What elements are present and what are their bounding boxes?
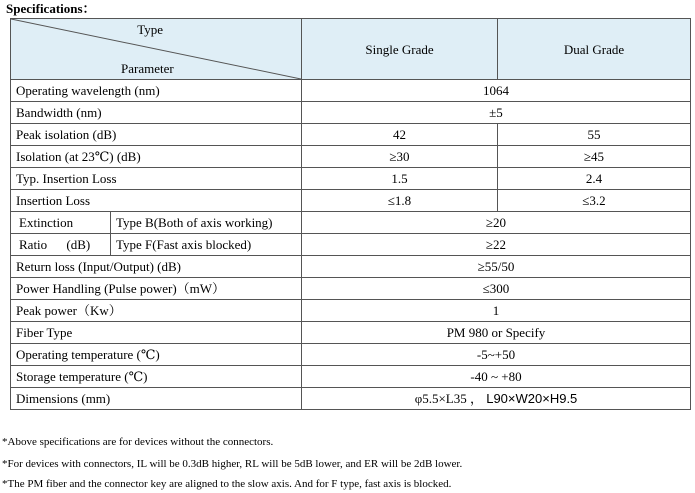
table-row xyxy=(11,190,691,212)
ratio-label-text: Ratio xyxy=(19,237,48,252)
dual-grade-value: 2.4 xyxy=(498,168,691,190)
dual-grade-header: Dual Grade xyxy=(498,19,691,80)
table-row xyxy=(11,300,691,322)
single-grade-value: 42 xyxy=(302,124,498,146)
footnote-1: *Above specifications are for devices without the connectors. xyxy=(2,436,274,448)
row-label: Power Handling (Pulse power)（mW） xyxy=(11,278,302,300)
dual-grade-value: 55 xyxy=(498,124,691,146)
single-grade-value: 1.5 xyxy=(302,168,498,190)
row-label: Peak isolation (dB) xyxy=(11,124,302,146)
type-parameter-header-cell xyxy=(11,19,302,80)
row-value: ≥55/50 xyxy=(302,256,691,278)
type-b-value: ≥20 xyxy=(302,212,691,234)
dual-grade-value: ≤3.2 xyxy=(498,190,691,212)
row-value: 1064 xyxy=(302,80,691,102)
row-label: Bandwidth (nm) xyxy=(11,102,302,124)
table-row xyxy=(11,234,691,256)
specifications-heading: Specifications： xyxy=(6,1,96,16)
row-label: Operating temperature (℃) xyxy=(11,344,302,366)
dimensions-value-a: φ5.5×L35 ， xyxy=(414,391,483,406)
row-label: Peak power（Kw） xyxy=(11,300,302,322)
specifications-table xyxy=(10,18,691,410)
table-row xyxy=(11,212,691,234)
table-row xyxy=(11,146,691,168)
table-row xyxy=(11,256,691,278)
type-f-value: ≥22 xyxy=(302,234,691,256)
table-header-row xyxy=(11,19,691,80)
row-value: ≤300 xyxy=(302,278,691,300)
row-value: -5~+50 xyxy=(302,344,691,366)
table-row xyxy=(11,388,691,410)
row-label: Fiber Type xyxy=(11,322,302,344)
table-row xyxy=(11,102,691,124)
dual-grade-value: ≥45 xyxy=(498,146,691,168)
row-label: Isolation (at 23℃) (dB) xyxy=(11,146,302,168)
table-row xyxy=(11,278,691,300)
row-label: Storage temperature (℃) xyxy=(11,366,302,388)
dimensions-value-b: L90×W20×H9.5 xyxy=(486,391,578,406)
table-row xyxy=(11,168,691,190)
dimensions-value xyxy=(302,388,691,410)
single-grade-value: ≤1.8 xyxy=(302,190,498,212)
extinction-label-text: Extinction xyxy=(19,215,74,230)
table-row xyxy=(11,80,691,102)
row-value: 1 xyxy=(302,300,691,322)
footnote-3: *The PM fiber and the connector key are aligned to the slow axis. And for F type, fast axis is blocked. xyxy=(2,478,452,490)
table-row xyxy=(11,344,691,366)
footnote-2: *For devices with connectors, IL will be 0.3dB higher, RL will be 5dB lower, and ER will be 2dB lower. xyxy=(2,458,463,470)
type-b-label: Type B(Both of axis working) xyxy=(111,212,302,234)
row-value: -40 ~ +80 xyxy=(302,366,691,388)
row-label: Return loss (Input/Output) (dB) xyxy=(11,256,302,278)
single-grade-value: ≥30 xyxy=(302,146,498,168)
extinction-label xyxy=(11,212,111,234)
table-row xyxy=(11,366,691,388)
ratio-unit: (dB) xyxy=(66,237,91,252)
table-row xyxy=(11,124,691,146)
ratio-label xyxy=(11,234,111,256)
row-label: Insertion Loss xyxy=(11,190,302,212)
row-label: Typ. Insertion Loss xyxy=(11,168,302,190)
table-row xyxy=(11,322,691,344)
row-value: PM 980 or Specify xyxy=(302,322,691,344)
single-grade-header: Single Grade xyxy=(302,19,498,80)
row-label: Dimensions (mm) xyxy=(11,388,302,410)
row-label: Operating wavelength (nm) xyxy=(11,80,302,102)
type-label: Type xyxy=(137,22,163,37)
parameter-label: Parameter xyxy=(121,61,174,76)
type-f-label: Type F(Fast axis blocked) xyxy=(111,234,302,256)
row-value: ±5 xyxy=(302,102,691,124)
